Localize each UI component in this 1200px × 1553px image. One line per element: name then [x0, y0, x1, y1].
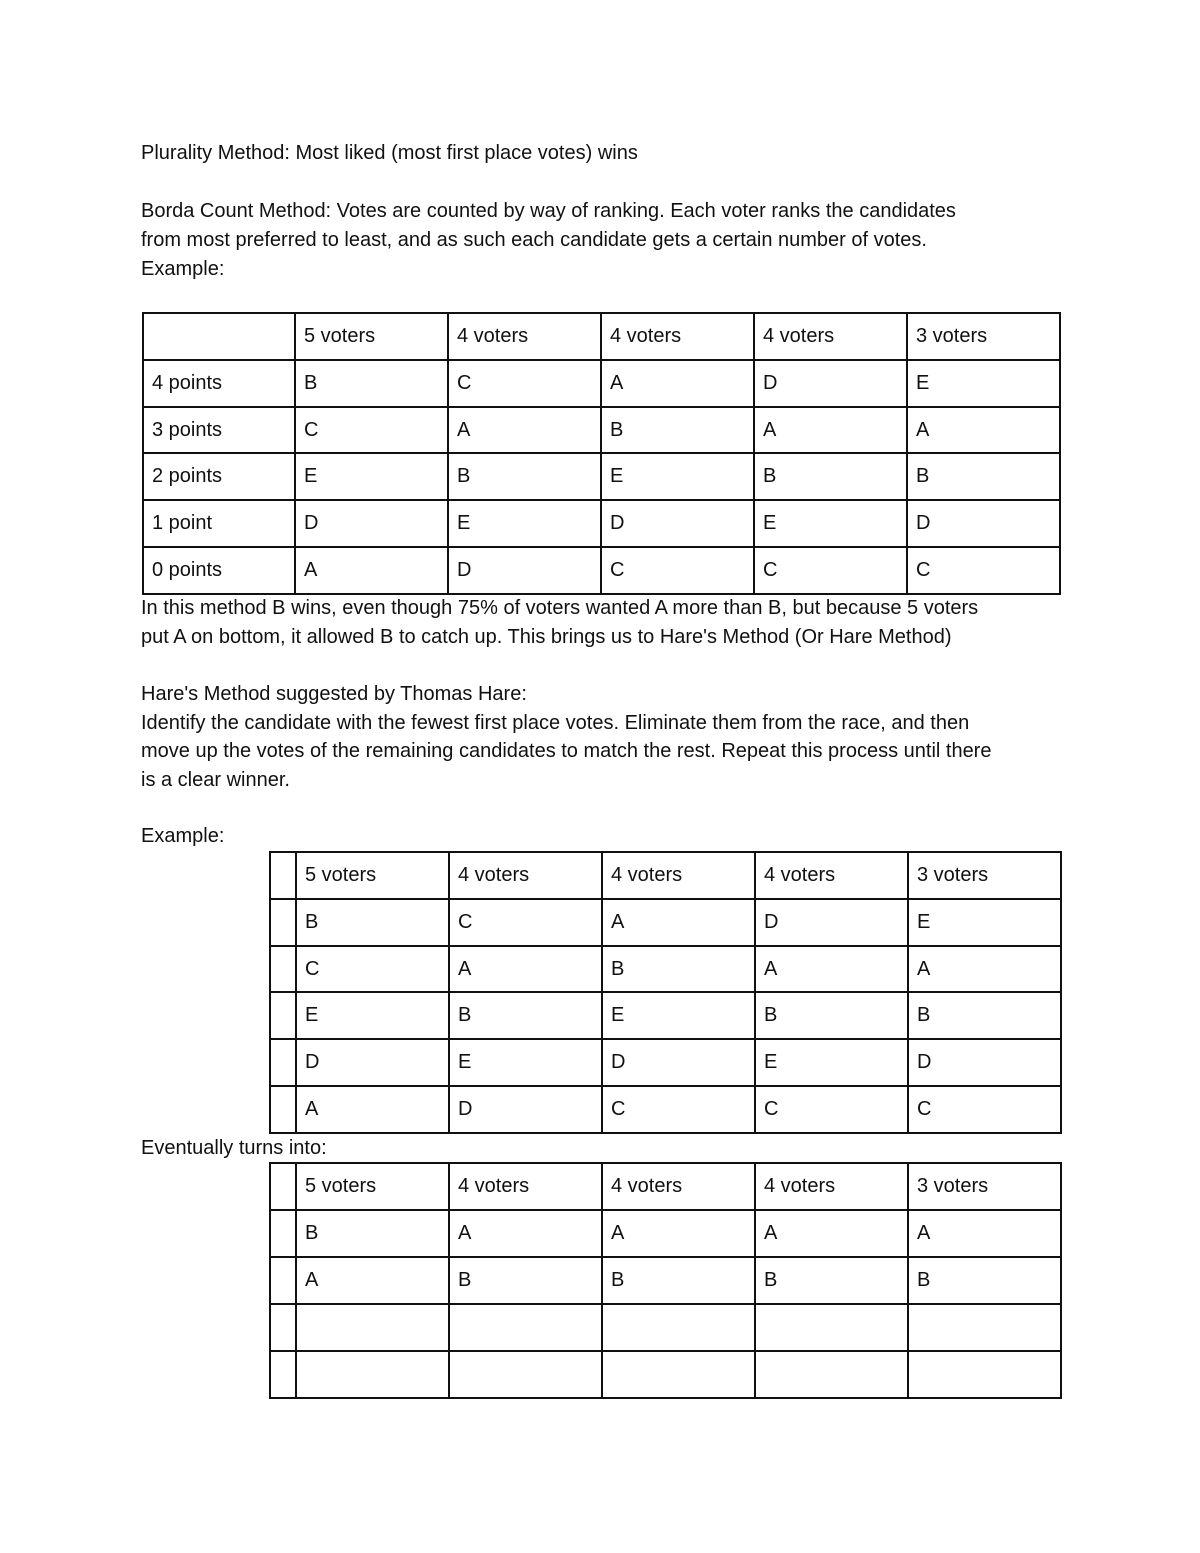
table-cell: [908, 1351, 1061, 1398]
table-cell: C: [449, 899, 602, 946]
table-cell: A: [296, 1257, 449, 1304]
table-cell: B: [602, 946, 755, 993]
row-label-cell: 3 points: [143, 407, 295, 454]
table-cell: D: [295, 500, 448, 547]
hare-description-line-3: is a clear winner.: [141, 769, 290, 791]
table-row: [270, 992, 1061, 1039]
table-cell: B: [449, 1257, 602, 1304]
table-cell: A: [601, 360, 754, 407]
table-cell: B: [296, 899, 449, 946]
table-row: [270, 1210, 1061, 1257]
table-cell: B: [295, 360, 448, 407]
table-cell: C: [602, 1086, 755, 1133]
borda-table: [142, 312, 1061, 595]
table-cell: A: [448, 407, 601, 454]
table-cell: C: [448, 360, 601, 407]
table-row: [270, 1086, 1061, 1133]
table-cell: A: [908, 946, 1061, 993]
table-cell: A: [449, 946, 602, 993]
table-cell: A: [602, 899, 755, 946]
table-header-row: [270, 852, 1061, 899]
header-cell: [270, 852, 296, 899]
header-cell: 5 voters: [296, 852, 449, 899]
table-header-row: [270, 1163, 1061, 1210]
header-cell: 3 voters: [908, 1163, 1061, 1210]
table-cell: [296, 1351, 449, 1398]
row-label-cell: [270, 899, 296, 946]
hare-method-title: Hare's Method suggested by Thomas Hare:: [141, 683, 527, 705]
table-cell: [449, 1304, 602, 1351]
table-cell: E: [295, 453, 448, 500]
table-cell: B: [601, 407, 754, 454]
table-cell: E: [296, 992, 449, 1039]
header-cell: 4 voters: [755, 852, 908, 899]
table-cell: E: [908, 899, 1061, 946]
table-cell: A: [295, 547, 448, 594]
row-label-cell: [270, 992, 296, 1039]
table-cell: C: [295, 407, 448, 454]
table-cell: D: [449, 1086, 602, 1133]
table-cell: D: [755, 899, 908, 946]
row-label-cell: [270, 1351, 296, 1398]
table-cell: B: [755, 1257, 908, 1304]
table-row: [143, 547, 1060, 594]
table-cell: B: [908, 1257, 1061, 1304]
table-cell: B: [754, 453, 907, 500]
table-cell: E: [907, 360, 1060, 407]
plurality-method-line: Plurality Method: Most liked (most first place votes) wins: [141, 142, 638, 164]
table-row: [270, 946, 1061, 993]
table-row: [143, 360, 1060, 407]
table-cell: B: [908, 992, 1061, 1039]
table-cell: D: [601, 500, 754, 547]
header-cell: 4 voters: [449, 852, 602, 899]
table-cell: A: [755, 946, 908, 993]
borda-example-label: Example:: [141, 258, 225, 280]
header-cell: 5 voters: [296, 1163, 449, 1210]
row-label-cell: [270, 1210, 296, 1257]
table-cell: A: [449, 1210, 602, 1257]
borda-result-line-2: put A on bottom, it allowed B to catch up. This brings us to Hare's Method (Or Hare Method): [141, 626, 952, 648]
table-cell: [755, 1351, 908, 1398]
table-cell: E: [448, 500, 601, 547]
table-cell: D: [907, 500, 1060, 547]
header-cell: 4 voters: [602, 1163, 755, 1210]
table-cell: B: [448, 453, 601, 500]
table-cell: B: [296, 1210, 449, 1257]
table-header-row: [143, 313, 1060, 360]
hare-example-label: Example:: [141, 825, 225, 847]
hare-table-before: [269, 851, 1062, 1134]
table-cell: A: [907, 407, 1060, 454]
table-cell: A: [602, 1210, 755, 1257]
table-cell: C: [755, 1086, 908, 1133]
table-cell: D: [754, 360, 907, 407]
table-cell: C: [908, 1086, 1061, 1133]
table-row: [270, 1304, 1061, 1351]
table-cell: A: [908, 1210, 1061, 1257]
hare-table-after: [269, 1162, 1062, 1399]
table-cell: C: [296, 946, 449, 993]
table-cell: [449, 1351, 602, 1398]
table-cell: E: [449, 1039, 602, 1086]
table-cell: C: [754, 547, 907, 594]
table-cell: C: [601, 547, 754, 594]
row-label-cell: 0 points: [143, 547, 295, 594]
row-label-cell: [270, 1257, 296, 1304]
borda-description-line-2: from most preferred to least, and as such each candidate gets a certain number of votes.: [141, 229, 927, 251]
hare-description-line-1: Identify the candidate with the fewest first place votes. Eliminate them from the race, and then: [141, 712, 970, 734]
row-label-cell: [270, 946, 296, 993]
table-row: [270, 899, 1061, 946]
table-cell: E: [754, 500, 907, 547]
borda-result-line-1: In this method B wins, even though 75% of voters wanted A more than B, but because 5 voters: [141, 597, 979, 619]
row-label-cell: [270, 1304, 296, 1351]
header-cell: 5 voters: [295, 313, 448, 360]
table-cell: [602, 1351, 755, 1398]
table-row: [270, 1039, 1061, 1086]
table-cell: C: [907, 547, 1060, 594]
row-label-cell: [270, 1039, 296, 1086]
table-cell: A: [755, 1210, 908, 1257]
hare-description-line-2: move up the votes of the remaining candidates to match the rest. Repeat this process until there: [141, 740, 992, 762]
header-cell: 4 voters: [754, 313, 907, 360]
table-cell: A: [754, 407, 907, 454]
table-cell: [296, 1304, 449, 1351]
table-row: [143, 453, 1060, 500]
table-cell: B: [449, 992, 602, 1039]
table-row: [270, 1257, 1061, 1304]
turns-into-label: Eventually turns into:: [141, 1137, 327, 1159]
table-cell: E: [602, 992, 755, 1039]
table-cell: D: [602, 1039, 755, 1086]
table-cell: D: [448, 547, 601, 594]
row-label-cell: [270, 1086, 296, 1133]
header-cell: 3 voters: [908, 852, 1061, 899]
table-cell: [602, 1304, 755, 1351]
header-cell: 4 voters: [448, 313, 601, 360]
table-cell: [755, 1304, 908, 1351]
table-cell: E: [755, 1039, 908, 1086]
table-cell: B: [755, 992, 908, 1039]
table-cell: A: [296, 1086, 449, 1133]
table-cell: E: [601, 453, 754, 500]
row-label-cell: 1 point: [143, 500, 295, 547]
header-cell: [270, 1163, 296, 1210]
header-cell: 4 voters: [755, 1163, 908, 1210]
header-cell: 3 voters: [907, 313, 1060, 360]
table-row: [270, 1351, 1061, 1398]
table-cell: B: [907, 453, 1060, 500]
table-cell: D: [296, 1039, 449, 1086]
table-row: [143, 500, 1060, 547]
row-label-cell: 2 points: [143, 453, 295, 500]
header-cell: 4 voters: [602, 852, 755, 899]
row-label-cell: 4 points: [143, 360, 295, 407]
header-cell: 4 voters: [601, 313, 754, 360]
table-cell: [908, 1304, 1061, 1351]
table-cell: B: [602, 1257, 755, 1304]
header-cell: [143, 313, 295, 360]
borda-description-line-1: Borda Count Method: Votes are counted by way of ranking. Each voter ranks the candidates: [141, 200, 956, 222]
header-cell: 4 voters: [449, 1163, 602, 1210]
table-row: [143, 407, 1060, 454]
table-cell: D: [908, 1039, 1061, 1086]
